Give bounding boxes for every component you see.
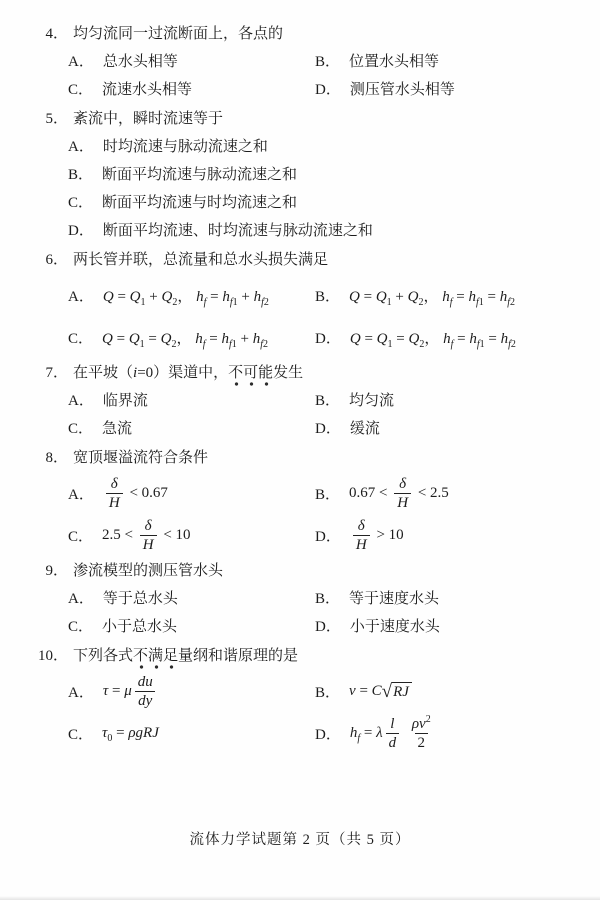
text-fragment: ， [424, 330, 444, 347]
option-label: C． [68, 421, 94, 437]
option-label: B． [315, 486, 341, 503]
option-label: D． [315, 619, 341, 635]
question-number: 10． [38, 648, 69, 664]
text-fragment: 流速水头相等 [102, 82, 193, 98]
option-content [349, 476, 449, 511]
text-fragment: 1 [479, 338, 485, 350]
math-variable: f [229, 338, 232, 350]
math-variable: h [195, 330, 203, 347]
math-subscript [508, 339, 516, 350]
option-label: B． [315, 54, 341, 70]
text-fragment: + [145, 288, 162, 305]
text-fragment: 急流 [102, 421, 133, 437]
text-fragment: + [237, 288, 254, 305]
options-9 [68, 585, 570, 641]
option-content [103, 133, 268, 161]
math-variable: du [137, 673, 153, 690]
question-stem-text [73, 359, 303, 387]
option-content [103, 48, 178, 76]
text-fragment: = [452, 288, 469, 305]
text-fragment: 1 [386, 296, 392, 308]
math-fraction [386, 716, 400, 751]
math-variable: f [261, 296, 264, 308]
option-label: C． [68, 330, 94, 347]
text-fragment: 1 [139, 338, 145, 350]
text-fragment: 小于速度水头 [349, 619, 440, 635]
question-stem [38, 444, 570, 472]
option-content [103, 285, 269, 306]
option-label: B． [315, 393, 341, 409]
math-variable: l [390, 715, 395, 732]
math-variable: f [229, 296, 233, 308]
text-fragment: + [391, 288, 408, 305]
option-6-A [68, 274, 315, 316]
question-stem-text [73, 557, 223, 585]
math-variable: f [260, 338, 264, 350]
option-label: A． [68, 288, 94, 305]
option-label: A． [68, 591, 94, 607]
option-content [350, 415, 380, 443]
option-9-D [315, 613, 570, 641]
math-variable: h [500, 330, 509, 347]
math-fraction [135, 674, 156, 709]
option-content [350, 613, 440, 641]
text-fragment: 0.67 < [349, 484, 392, 501]
text-fragment: 在平坡（ [73, 365, 134, 381]
option-5-B [68, 161, 570, 189]
option-content [349, 682, 412, 701]
option-label: C． [68, 726, 94, 743]
math-fraction [353, 518, 370, 553]
text-fragment: = [359, 288, 376, 305]
option-5-C [68, 189, 570, 217]
text-fragment: = [392, 330, 409, 347]
text-fragment [402, 724, 406, 740]
text-fragment: 2 [419, 338, 425, 350]
math-variable: δ [144, 517, 152, 534]
option-9-B [315, 585, 570, 613]
option-content [103, 217, 373, 245]
text-fragment: ， [176, 330, 196, 347]
option-6-C [68, 316, 315, 358]
text-fragment: 2 [263, 338, 269, 350]
option-10-C [68, 712, 315, 754]
option-label: C． [68, 195, 94, 211]
math-sqrt [382, 682, 412, 701]
math-variable: h [443, 330, 451, 347]
math-variable: f [508, 338, 511, 350]
fraction-denominator [135, 691, 155, 709]
text-fragment: 1 [387, 338, 393, 350]
text-fragment: = [205, 330, 222, 347]
math-fraction [394, 476, 411, 511]
question-number: 4． [45, 26, 68, 42]
text-fragment: = [144, 330, 161, 347]
math-variable: τ [102, 724, 108, 741]
text-fragment: = [112, 724, 129, 741]
text-fragment: < 0.67 [125, 484, 168, 501]
question-stem-text [73, 444, 208, 472]
text-fragment: 1 [478, 296, 484, 308]
math-subscript [507, 297, 515, 308]
text-fragment: 等于总水头 [102, 591, 178, 607]
math-variable: f [507, 296, 511, 308]
math-variable: λ [376, 724, 383, 741]
math-variable: Q [161, 288, 173, 305]
text-fragment: 两长管并联，总流量和总水头损失满足 [73, 252, 329, 268]
math-fraction [140, 518, 157, 553]
math-variable: f [449, 296, 453, 308]
option-label: C． [68, 619, 94, 635]
fraction-denominator [106, 493, 123, 511]
text-fragment: 2 [418, 296, 424, 308]
math-variable: Q [408, 330, 420, 347]
option-10-A [68, 670, 315, 712]
math-variable: H [355, 536, 367, 553]
question-4 [38, 20, 570, 104]
question-stem-text [73, 642, 298, 670]
text-fragment: 2 [171, 338, 177, 350]
math-subscript [230, 297, 238, 308]
math-variable: h [468, 288, 476, 305]
fraction-numerator [135, 674, 156, 691]
option-content [349, 585, 439, 613]
text-fragment: 位置水头相等 [349, 54, 440, 70]
text-fragment: 1 [231, 338, 237, 350]
text-fragment: = [206, 288, 223, 305]
text-fragment: 渗流模型的测压管水头 [73, 563, 224, 579]
option-content [103, 387, 148, 415]
math-variable: δ [357, 517, 365, 534]
math-variable: RJ [393, 683, 409, 700]
option-label: D． [315, 330, 341, 347]
math-variable: H [108, 494, 120, 511]
text-fragment: = [108, 682, 125, 699]
option-content [103, 585, 178, 613]
fraction-denominator [394, 493, 411, 511]
options-8 [68, 472, 570, 556]
option-content [349, 48, 439, 76]
question-number: 6． [45, 252, 68, 268]
text-fragment: ， [177, 288, 197, 305]
math-variable: ρgRJ [128, 724, 159, 741]
text-fragment: 1 [140, 296, 146, 308]
option-label: D． [315, 421, 341, 437]
emphasized-text: 不满足 [133, 648, 178, 669]
math-variable: Q [349, 330, 361, 347]
question-number: 5． [45, 111, 68, 127]
text-fragment: 总水头相等 [102, 54, 178, 70]
math-variable: Q [102, 288, 114, 305]
question-8 [38, 444, 570, 556]
math-variable: h [442, 288, 450, 305]
math-subscript [477, 339, 485, 350]
math-variable: Q [376, 330, 388, 347]
question-number: 9． [45, 563, 68, 579]
question-stem-text [73, 105, 223, 133]
math-subscript [260, 339, 268, 350]
options-5 [68, 133, 570, 245]
fraction-numerator [355, 518, 368, 535]
math-variable: C [371, 682, 382, 699]
text-fragment: 均匀流 [349, 393, 395, 409]
text-fragment: 缓流 [349, 421, 380, 437]
option-label: A． [68, 393, 94, 409]
option-content [102, 76, 192, 104]
text-fragment: 2 [510, 338, 516, 350]
text-fragment: 宽顶堰溢流符合条件 [73, 450, 209, 466]
question-stem-text [73, 20, 283, 48]
math-variable: d [388, 734, 397, 751]
text-fragment: 时均流速与脉动流速之和 [102, 139, 268, 155]
fraction-denominator [415, 733, 429, 751]
option-10-B [315, 670, 570, 712]
option-label: A． [68, 54, 94, 70]
text-fragment: = [360, 724, 377, 741]
math-variable: h [349, 724, 358, 741]
math-variable: v [349, 682, 356, 699]
option-8-B [315, 472, 570, 514]
math-variable: h [252, 330, 261, 347]
math-subscript [229, 339, 237, 350]
option-label: A． [68, 684, 94, 701]
text-fragment: 临界流 [102, 393, 148, 409]
option-content [350, 327, 516, 348]
text-fragment: = [360, 330, 377, 347]
option-content [102, 189, 297, 217]
option-4-A [68, 48, 315, 76]
option-content [103, 674, 159, 709]
math-variable: f [450, 338, 454, 350]
text-fragment: 断面平均流速、时均流速与脉动流速之和 [102, 223, 373, 239]
question-6 [38, 246, 570, 358]
math-variable: Q [128, 330, 140, 347]
math-variable: f [202, 338, 206, 350]
question-stem [38, 105, 570, 133]
math-variable: H [142, 536, 154, 553]
text-fragment: 紊流中，瞬时流速等于 [73, 111, 224, 127]
option-4-D [315, 76, 570, 104]
option-9-C [68, 613, 315, 641]
math-subscript [476, 297, 484, 308]
option-7-C [68, 415, 315, 443]
option-5-D [68, 217, 570, 245]
option-7-A [68, 387, 315, 415]
option-content [102, 518, 191, 553]
math-variable: i [133, 365, 138, 381]
text-fragment: 2 [172, 296, 178, 308]
option-label: A． [68, 139, 94, 155]
option-label: B． [315, 591, 341, 607]
text-fragment: 1 [232, 296, 238, 308]
math-variable: h [469, 330, 477, 347]
question-stem-text [73, 246, 328, 274]
option-content [102, 161, 297, 189]
fraction-numerator [142, 518, 155, 535]
question-9 [38, 557, 570, 641]
math-variable: Q [375, 288, 387, 305]
math-superscript [426, 714, 431, 725]
fraction-numerator [387, 716, 397, 733]
radicand [392, 682, 412, 701]
math-variable: ρv [411, 715, 426, 732]
option-label: B． [315, 684, 341, 701]
option-9-A [68, 585, 315, 613]
math-variable: δ [110, 475, 118, 492]
question-5 [38, 105, 570, 245]
option-4-B [315, 48, 570, 76]
math-variable: f [476, 296, 479, 308]
option-5-A [68, 133, 570, 161]
option-7-D [315, 415, 570, 443]
math-variable: δ [399, 475, 407, 492]
text-fragment: < 10 [159, 526, 191, 543]
page-footer: 流体力学试题第 2 页（共 5 页） [189, 832, 411, 848]
math-variable: Q [349, 288, 360, 305]
text-fragment: = [483, 288, 500, 305]
question-stem [38, 359, 570, 387]
text-fragment: 0 [107, 732, 113, 744]
option-4-C [68, 76, 315, 104]
text-fragment: + [236, 330, 253, 347]
math-variable: h [253, 288, 262, 305]
fraction-denominator [386, 733, 400, 751]
math-variable: h [196, 288, 204, 305]
text-fragment: 均匀流同一过流断面上，各点的 [73, 26, 284, 42]
math-variable: Q [160, 330, 172, 347]
text-fragment: 2 [417, 734, 426, 751]
math-variable: h [221, 330, 229, 347]
option-10-D [315, 712, 570, 754]
text-fragment: =0）渠道中， [137, 365, 229, 381]
option-content [103, 476, 168, 511]
option-label: B． [68, 167, 94, 183]
option-label: C． [68, 82, 94, 98]
option-content [349, 713, 437, 751]
math-variable: f [476, 338, 480, 350]
math-variable: h [222, 288, 230, 305]
question-stem [38, 246, 570, 274]
option-label: C． [68, 528, 94, 545]
text-fragment: 下列各式 [73, 648, 134, 664]
fraction-numerator [396, 476, 409, 493]
option-content [102, 613, 177, 641]
text-fragment: > 10 [372, 526, 404, 543]
fraction-numerator [108, 476, 121, 493]
option-label: B． [315, 288, 341, 305]
radical-sign-icon: √ [381, 680, 393, 702]
option-6-B [315, 274, 570, 316]
option-content [349, 285, 515, 306]
option-label: D． [315, 528, 341, 545]
math-variable: f [357, 732, 361, 744]
question-stem [38, 20, 570, 48]
options-4 [68, 48, 570, 104]
scan-bottom-edge [0, 896, 600, 900]
text-fragment: < 2.5 [414, 484, 449, 501]
math-fraction [106, 476, 123, 511]
option-content [350, 518, 404, 553]
options-7 [68, 387, 570, 443]
text-fragment: 2 [425, 713, 431, 725]
option-label: D． [315, 82, 341, 98]
option-label: A． [68, 486, 94, 503]
fraction-denominator [353, 535, 370, 553]
text-fragment: 2 [510, 296, 516, 308]
text-fragment: = [113, 288, 130, 305]
options-6 [68, 274, 570, 358]
option-7-B [315, 387, 570, 415]
question-stem [38, 557, 570, 585]
option-label: D． [315, 726, 341, 743]
option-6-D [315, 316, 570, 358]
question-number: 7． [45, 365, 68, 381]
question-7 [38, 359, 570, 443]
text-fragment: = [484, 330, 501, 347]
option-8-A [68, 472, 315, 514]
option-content [102, 725, 159, 742]
math-variable: τ [102, 682, 109, 699]
text-fragment: 发生 [273, 365, 304, 381]
text-fragment: 断面平均流速与时均流速之和 [102, 195, 298, 211]
fraction-denominator [140, 535, 157, 553]
text-fragment: 等于速度水头 [349, 591, 440, 607]
math-variable: μ [124, 682, 132, 699]
math-variable: dy [138, 692, 153, 709]
option-content [350, 76, 455, 104]
emphasized-text: 不可能 [228, 365, 273, 386]
question-number: 8． [45, 450, 68, 466]
math-variable: f [203, 296, 207, 308]
question-stem [38, 642, 570, 670]
text-fragment: 量纲和谐原理的是 [178, 648, 299, 664]
math-variable: Q [102, 330, 113, 347]
text-fragment: 断面平均流速与脉动流速之和 [102, 167, 298, 183]
option-content [102, 415, 132, 443]
text-fragment: 测压管水头相等 [349, 82, 455, 98]
text-fragment: = [112, 330, 129, 347]
option-8-C [68, 514, 315, 556]
option-label: D． [68, 223, 94, 239]
math-variable: H [397, 494, 409, 511]
option-8-D [315, 514, 570, 556]
text-fragment: ， [423, 288, 443, 305]
math-subscript [261, 297, 269, 308]
math-variable: Q [129, 288, 141, 305]
text-fragment: = [355, 682, 372, 699]
math-variable: h [499, 288, 508, 305]
text-fragment: = [453, 330, 470, 347]
option-content [102, 327, 268, 348]
math-variable: Q [407, 288, 419, 305]
option-content [349, 387, 394, 415]
question-10 [38, 642, 570, 754]
text-fragment: 2.5 < [102, 526, 137, 543]
text-fragment: 2 [263, 296, 269, 308]
fraction-numerator [409, 713, 434, 733]
options-10 [68, 670, 570, 754]
math-fraction [409, 713, 434, 751]
text-fragment: 小于总水头 [102, 619, 178, 635]
